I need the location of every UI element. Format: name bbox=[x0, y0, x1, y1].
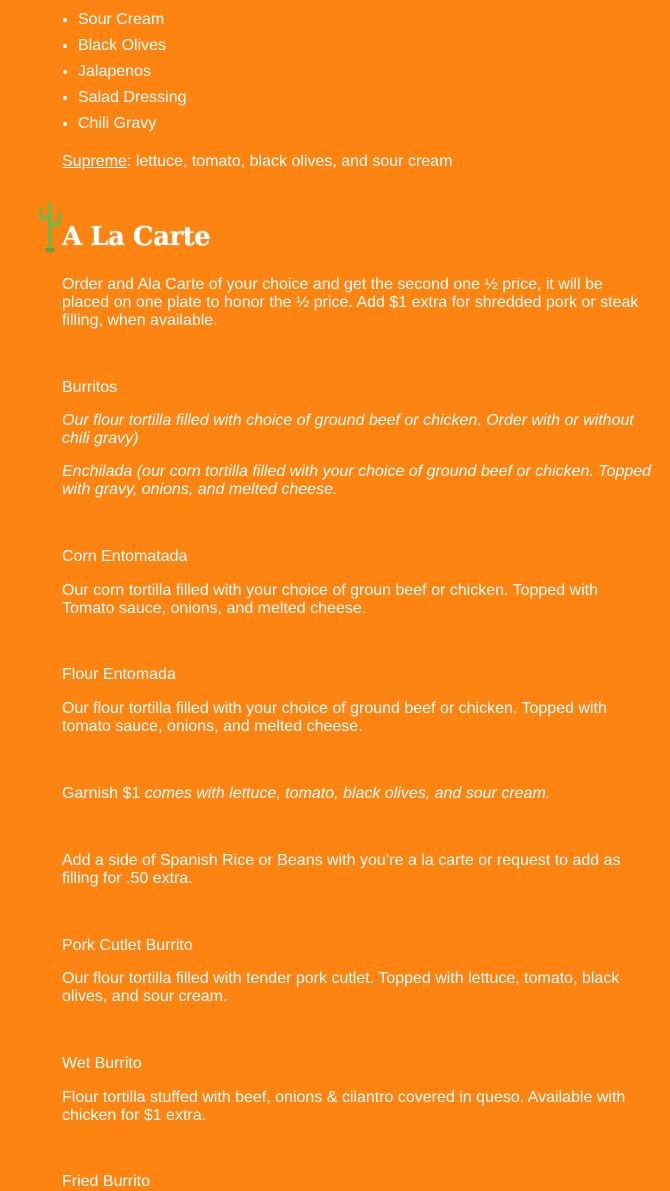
supreme-text: : lettuce, tomato, black olives, and sour cream bbox=[126, 153, 453, 170]
section-title: A La Carte bbox=[62, 222, 211, 252]
side-note: Add a side of Spanish Rice or Beans with you’re a la carte or request to add as filling for .50 extra. bbox=[62, 852, 621, 887]
supreme-label: Supreme bbox=[62, 153, 127, 170]
garnish-line bbox=[62, 785, 652, 803]
item-desc-flour-entomada: Our flour tortilla filled with your choice of ground beef or chicken. Topped with tomato sauce, onions, and melted cheese. bbox=[62, 700, 607, 735]
item-title-wet-burrito: Wet Burrito bbox=[62, 1055, 142, 1072]
item-title-fried-burrito: Fried Burrito bbox=[62, 1173, 151, 1190]
list-item: • Salad Dressing bbox=[78, 88, 187, 114]
cactus-icon bbox=[36, 200, 64, 252]
garnish-desc: comes with lettuce, tomato, black olives, and sour cream. bbox=[144, 785, 551, 802]
item-title-flour-entomada: Flour Entomada bbox=[62, 666, 176, 683]
item-title-burritos: Burritos bbox=[62, 379, 118, 396]
item-desc-pork-cutlet: Our flour tortilla filled with tender pork cutlet. Topped with lettuce, tomato, black olives, and sour cream. bbox=[62, 970, 620, 1005]
list-item: • Black Olives bbox=[78, 36, 187, 62]
section-intro: Order and Ala Carte of your choice and get the second one ½ price, it will be placed on one plate to honor the ½ price. Add $1 extra for shredded pork or steak filling, when available. bbox=[62, 276, 639, 329]
item-desc-enchilada: Enchilada (our corn tortilla filled with your choice of ground beef or chicken. Topped with gravy, onions, and melted cheese. bbox=[62, 463, 652, 498]
supreme-description bbox=[62, 153, 652, 171]
item-title-pork-cutlet: Pork Cutlet Burrito bbox=[62, 937, 193, 954]
item-title-corn-entomatada: Corn Entomatada bbox=[62, 548, 188, 565]
list-item: • Chili Gravy bbox=[78, 114, 187, 140]
item-desc-burritos: Our flour tortilla filled with choice of ground beef or chicken. Order with or without chili gravy) bbox=[62, 412, 634, 447]
item-desc-corn-entomatada: Our corn tortilla filled with your choice of groun beef or chicken. Topped with Tomato sauce, onions, and melted cheese. bbox=[62, 582, 598, 617]
section-heading-row bbox=[36, 200, 636, 260]
garnish-label: Garnish $1 bbox=[62, 785, 145, 802]
list-item: • Sour Cream bbox=[78, 10, 187, 36]
item-desc-wet-burrito: Flour tortilla stuffed with beef, onions & cilantro covered in queso. Available with chicken for $1 extra. bbox=[62, 1089, 626, 1124]
toppings-list bbox=[62, 10, 187, 140]
list-item: • Jalapenos bbox=[78, 62, 187, 88]
